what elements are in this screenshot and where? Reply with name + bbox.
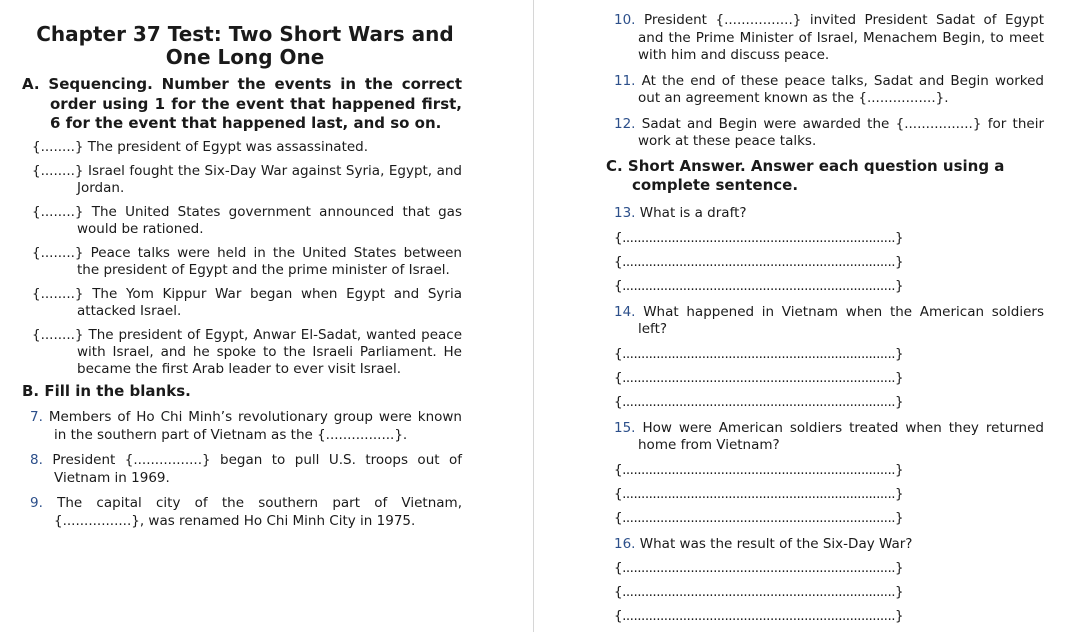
- question-number: 13.: [614, 204, 636, 221]
- fill-blank-item: [22, 495, 462, 530]
- sequence-item: {........} Israel fought the Six-Day War against Syria, Egypt, and Jordan.: [32, 162, 462, 196]
- question-text: What happened in Vietnam when the American soldiers left?: [638, 303, 1045, 337]
- question-text: What is a draft?: [639, 204, 747, 221]
- answer-line[interactable]: {........................................................................}: [614, 509, 904, 526]
- short-answer-question: [606, 536, 1044, 553]
- short-answer-question: [606, 420, 1044, 454]
- answer-line[interactable]: {........................................................................}: [614, 583, 904, 600]
- short-answer-question: [606, 205, 1044, 222]
- answer-line[interactable]: {........................................................................}: [614, 485, 904, 502]
- section-a-heading: A. Sequencing. Number the events in the correct order using 1 for the event that happened first, 6 for the event that happened last, and so on.: [22, 75, 462, 132]
- question-number: 12.: [614, 115, 636, 132]
- question-number: 15.: [614, 419, 636, 436]
- answer-line[interactable]: {........................................................................}: [614, 229, 904, 246]
- answer-line[interactable]: {........................................................................}: [614, 253, 904, 270]
- fill-blank-item: [22, 452, 462, 487]
- question-number: 14.: [614, 303, 636, 320]
- question-text: Sadat and Begin were awarded the {................} for their work at these peace talks.: [638, 115, 1044, 149]
- left-column: [22, 0, 462, 530]
- fill-blank-item: [606, 73, 1044, 108]
- question-text: At the end of these peace talks, Sadat and Begin worked out an agreement known as the {................}.: [638, 72, 1045, 106]
- question-number: 11.: [614, 72, 636, 89]
- sequence-item: {........} Peace talks were held in the United States between the president of Egypt and the prime minister of Israel.: [32, 244, 462, 278]
- sequence-item: {........} The United States government announced that gas would be rationed.: [32, 203, 462, 237]
- short-answer-question: [606, 304, 1044, 338]
- page-title: Chapter 37 Test: Two Short Wars and One Long One: [36, 22, 454, 69]
- answer-line[interactable]: {........................................................................}: [614, 369, 904, 386]
- question-number: 9.: [30, 495, 43, 511]
- fill-blank-item: [606, 116, 1044, 151]
- question-text: President {................} invited President Sadat of Egypt and the Prime Minister of Israel, Menachem Begin, to meet with him and discuss peace.: [638, 12, 1044, 63]
- fill-blank-item: [22, 409, 462, 444]
- section-b-heading: B. Fill in the blanks.: [22, 381, 191, 400]
- answer-line[interactable]: {........................................................................}: [614, 607, 904, 624]
- sequence-item: {........} The president of Egypt was assassinated.: [32, 138, 369, 155]
- answer-line[interactable]: {........................................................................}: [614, 345, 904, 362]
- answer-line[interactable]: {........................................................................}: [614, 393, 904, 410]
- question-text: How were American soldiers treated when they returned home from Vietnam?: [638, 419, 1044, 453]
- column-divider: [533, 0, 534, 632]
- question-number: 10.: [614, 12, 636, 28]
- question-text: The capital city of the southern part of Vietnam, {................}, was renamed Ho Chi Minh City in 1975.: [54, 495, 462, 529]
- fill-blank-item: [606, 12, 1044, 65]
- answer-line[interactable]: {........................................................................}: [614, 461, 904, 478]
- question-number: 16.: [614, 535, 636, 552]
- question-text: What was the result of the Six-Day War?: [639, 535, 913, 552]
- question-text: Members of Ho Chi Minh’s revolutionary group were known in the southern part of Vietnam as the {................}.: [48, 409, 462, 443]
- question-number: 8.: [30, 452, 43, 468]
- question-number: 7.: [30, 409, 43, 425]
- section-c-heading: C. Short Answer. Answer each question using a complete sentence.: [606, 156, 1005, 194]
- sequence-item: {........} The Yom Kippur War began when Egypt and Syria attacked Israel.: [32, 285, 462, 319]
- answer-line[interactable]: {........................................................................}: [614, 559, 904, 576]
- right-column: [606, 0, 1044, 625]
- answer-line[interactable]: {........................................................................}: [614, 277, 904, 294]
- sequence-item: {........} The president of Egypt, Anwar El-Sadat, wanted peace with Israel, and he spoke to the Israeli Parliament. He became the first Arab leader to ever visit Israel.: [32, 326, 462, 377]
- question-text: President {................} began to pull U.S. troops out of Vietnam in 1969.: [52, 452, 462, 486]
